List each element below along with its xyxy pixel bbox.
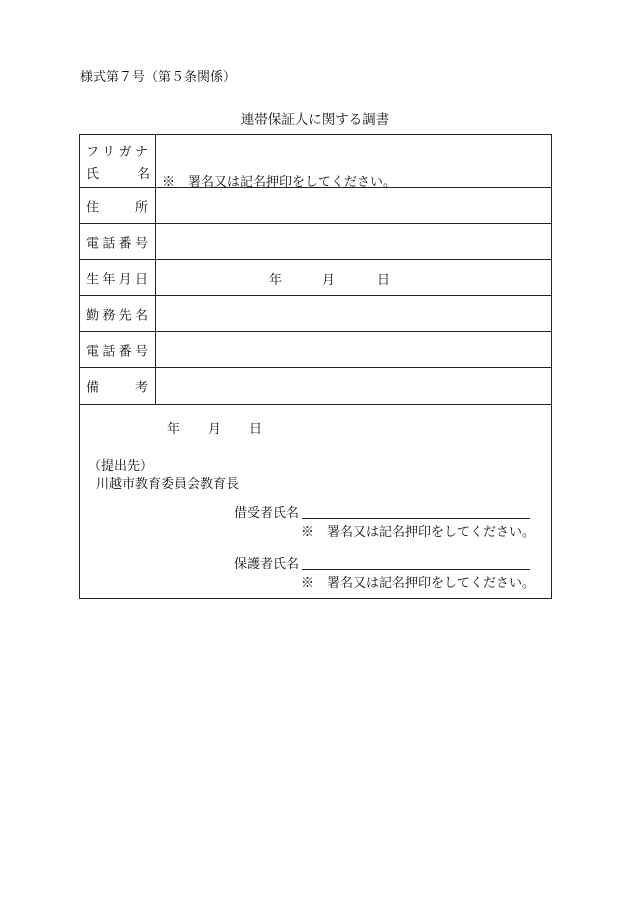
birthdate-label: 生年月日 — [86, 272, 150, 287]
label-cell-phone — [80, 224, 156, 259]
row-workplace — [80, 296, 551, 332]
submit-to-label: （提出先） — [88, 459, 154, 474]
label-cell-remarks — [80, 368, 156, 404]
name-label: 氏名 — [86, 167, 150, 182]
workplace-phone-field[interactable] — [156, 332, 551, 367]
borrower-signature-note: ※ 署名又は記名押印をしてください。 — [301, 525, 536, 540]
phone-label: 電話番号 — [86, 236, 150, 251]
birthdate-year-unit: 年 — [269, 272, 283, 288]
guarantor-form — [79, 134, 552, 599]
phone-field[interactable] — [156, 224, 551, 259]
form-number: 様式第７号（第５条関係） — [80, 70, 237, 85]
address-label: 住所 — [86, 200, 150, 215]
form-grid — [80, 135, 551, 405]
name-signature-note: ※ 署名又は記名押印をしてください。 — [162, 175, 397, 190]
row-address — [80, 188, 551, 224]
submission-section — [80, 405, 551, 598]
remarks-field[interactable] — [156, 368, 551, 404]
workplace-label: 勤務先名 — [86, 308, 150, 323]
workplace-phone-label: 電話番号 — [86, 344, 150, 359]
birthdate-day-unit: 日 — [377, 272, 391, 288]
borrower-name-label: 借受者氏名 — [234, 506, 300, 521]
birthdate-field[interactable] — [156, 260, 551, 295]
row-birthdate — [80, 260, 551, 296]
guardian-name-line[interactable] — [302, 552, 530, 570]
borrower-name-line[interactable] — [302, 501, 530, 519]
row-name — [80, 135, 551, 188]
label-cell-address — [80, 188, 156, 223]
row-remarks — [80, 368, 551, 405]
label-cell-workplace — [80, 296, 156, 331]
address-field[interactable] — [156, 188, 551, 223]
label-cell-name — [80, 135, 156, 187]
submission-day-unit: 日 — [249, 422, 263, 437]
row-workplace-phone — [80, 332, 551, 368]
guardian-name-label: 保護者氏名 — [234, 557, 300, 572]
row-phone — [80, 224, 551, 260]
document-title: 連帯保証人に関する調書 — [240, 112, 390, 128]
submission-year-unit: 年 — [167, 422, 181, 437]
guardian-signature-note: ※ 署名又は記名押印をしてください。 — [301, 576, 536, 591]
remarks-label: 備考 — [86, 380, 150, 396]
submission-month-unit: 月 — [208, 422, 222, 437]
furigana-label: フリガナ — [86, 145, 150, 160]
birthdate-month-unit: 月 — [322, 272, 336, 288]
workplace-field[interactable] — [156, 296, 551, 331]
name-field[interactable] — [156, 135, 551, 190]
label-cell-workplace-phone — [80, 332, 156, 367]
addressee: 川越市教育委員会教育長 — [96, 477, 240, 492]
label-cell-birthdate — [80, 260, 156, 295]
